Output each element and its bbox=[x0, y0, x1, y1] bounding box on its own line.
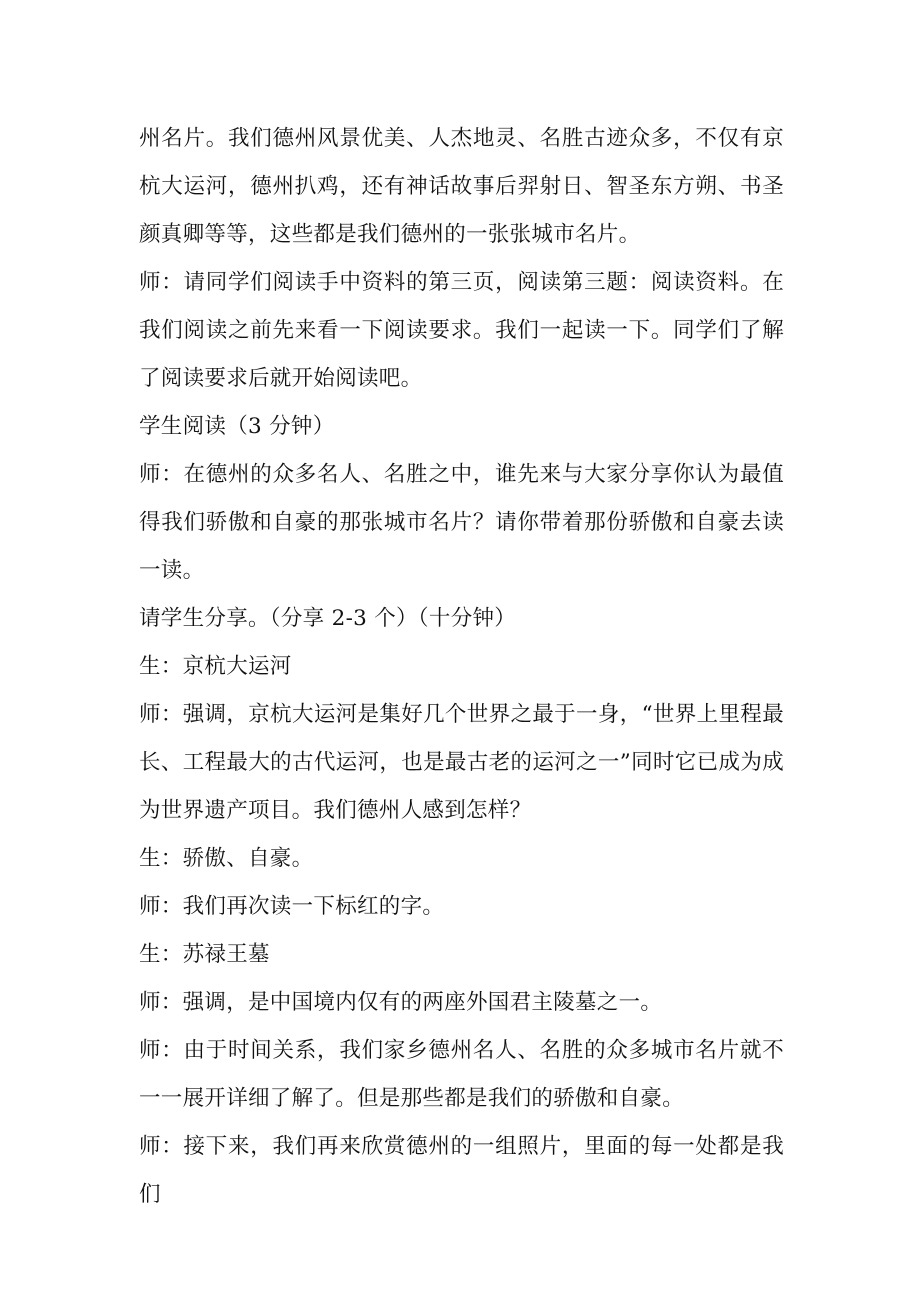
paragraph-student-reading: 学生阅读（3 分钟） bbox=[139, 414, 335, 439]
paragraph-city-cards-intro: 州名片。我们德州风景优美、人杰地灵、名胜古迹众多，不仅有京杭大运河，德州扒鸡，还有神话故事后羿射日、智圣东方朔、书圣颜真卿等等，这些都是我们德州的一张张城市名片。 bbox=[139, 126, 784, 247]
paragraph-teacher-reading-instruction: 师：请同学们阅读手中资料的第三页，阅读第三题：阅读资料。在我们阅读之前先来看一下阅读要求。我们一起读一下。同学们了解了阅读要求后就开始阅读吧。 bbox=[139, 270, 784, 391]
paragraph-teacher-share-question: 师：在德州的众多名人、名胜之中，谁先来与大家分享你认为最值得我们骄傲和自豪的那张城市名片？请你带着那份骄傲和自豪去读一读。 bbox=[139, 462, 784, 583]
paragraph-teacher-grand-canal-emphasis: 师：强调，京杭大运河是集好几个世界之最于一身，“世界上里程最长、工程最大的古代运河，也是最古老的运河之一”同时它已成为成为世界遗产项目。我们德州人感到怎样？ bbox=[139, 702, 784, 823]
paragraph-teacher-sulu-tomb-emphasis: 师：强调，是中国境内仅有的两座外国君主陵墓之一。 bbox=[139, 990, 663, 1015]
paragraph-student-proud: 生：骄傲、自豪。 bbox=[139, 846, 314, 871]
paragraph-student-share-instruction: 请学生分享。（分享 2-3 个）（十分钟） bbox=[139, 606, 517, 631]
paragraph-student-sulu-tomb: 生：苏禄王墓 bbox=[139, 942, 270, 967]
paragraph-student-grand-canal: 生：京杭大运河 bbox=[139, 654, 292, 679]
document-page bbox=[139, 115, 784, 1219]
paragraph-teacher-read-red-text: 师：我们再次读一下标红的字。 bbox=[139, 894, 445, 919]
paragraph-teacher-photos: 师：接下来，我们再来欣赏德州的一组照片，里面的每一处都是我们 bbox=[139, 1134, 784, 1207]
paragraph-teacher-time-limit: 师：由于时间关系，我们家乡德州名人、名胜的众多城市名片就不一一展开详细了解了。但是那些都是我们的骄傲和自豪。 bbox=[139, 1038, 784, 1111]
